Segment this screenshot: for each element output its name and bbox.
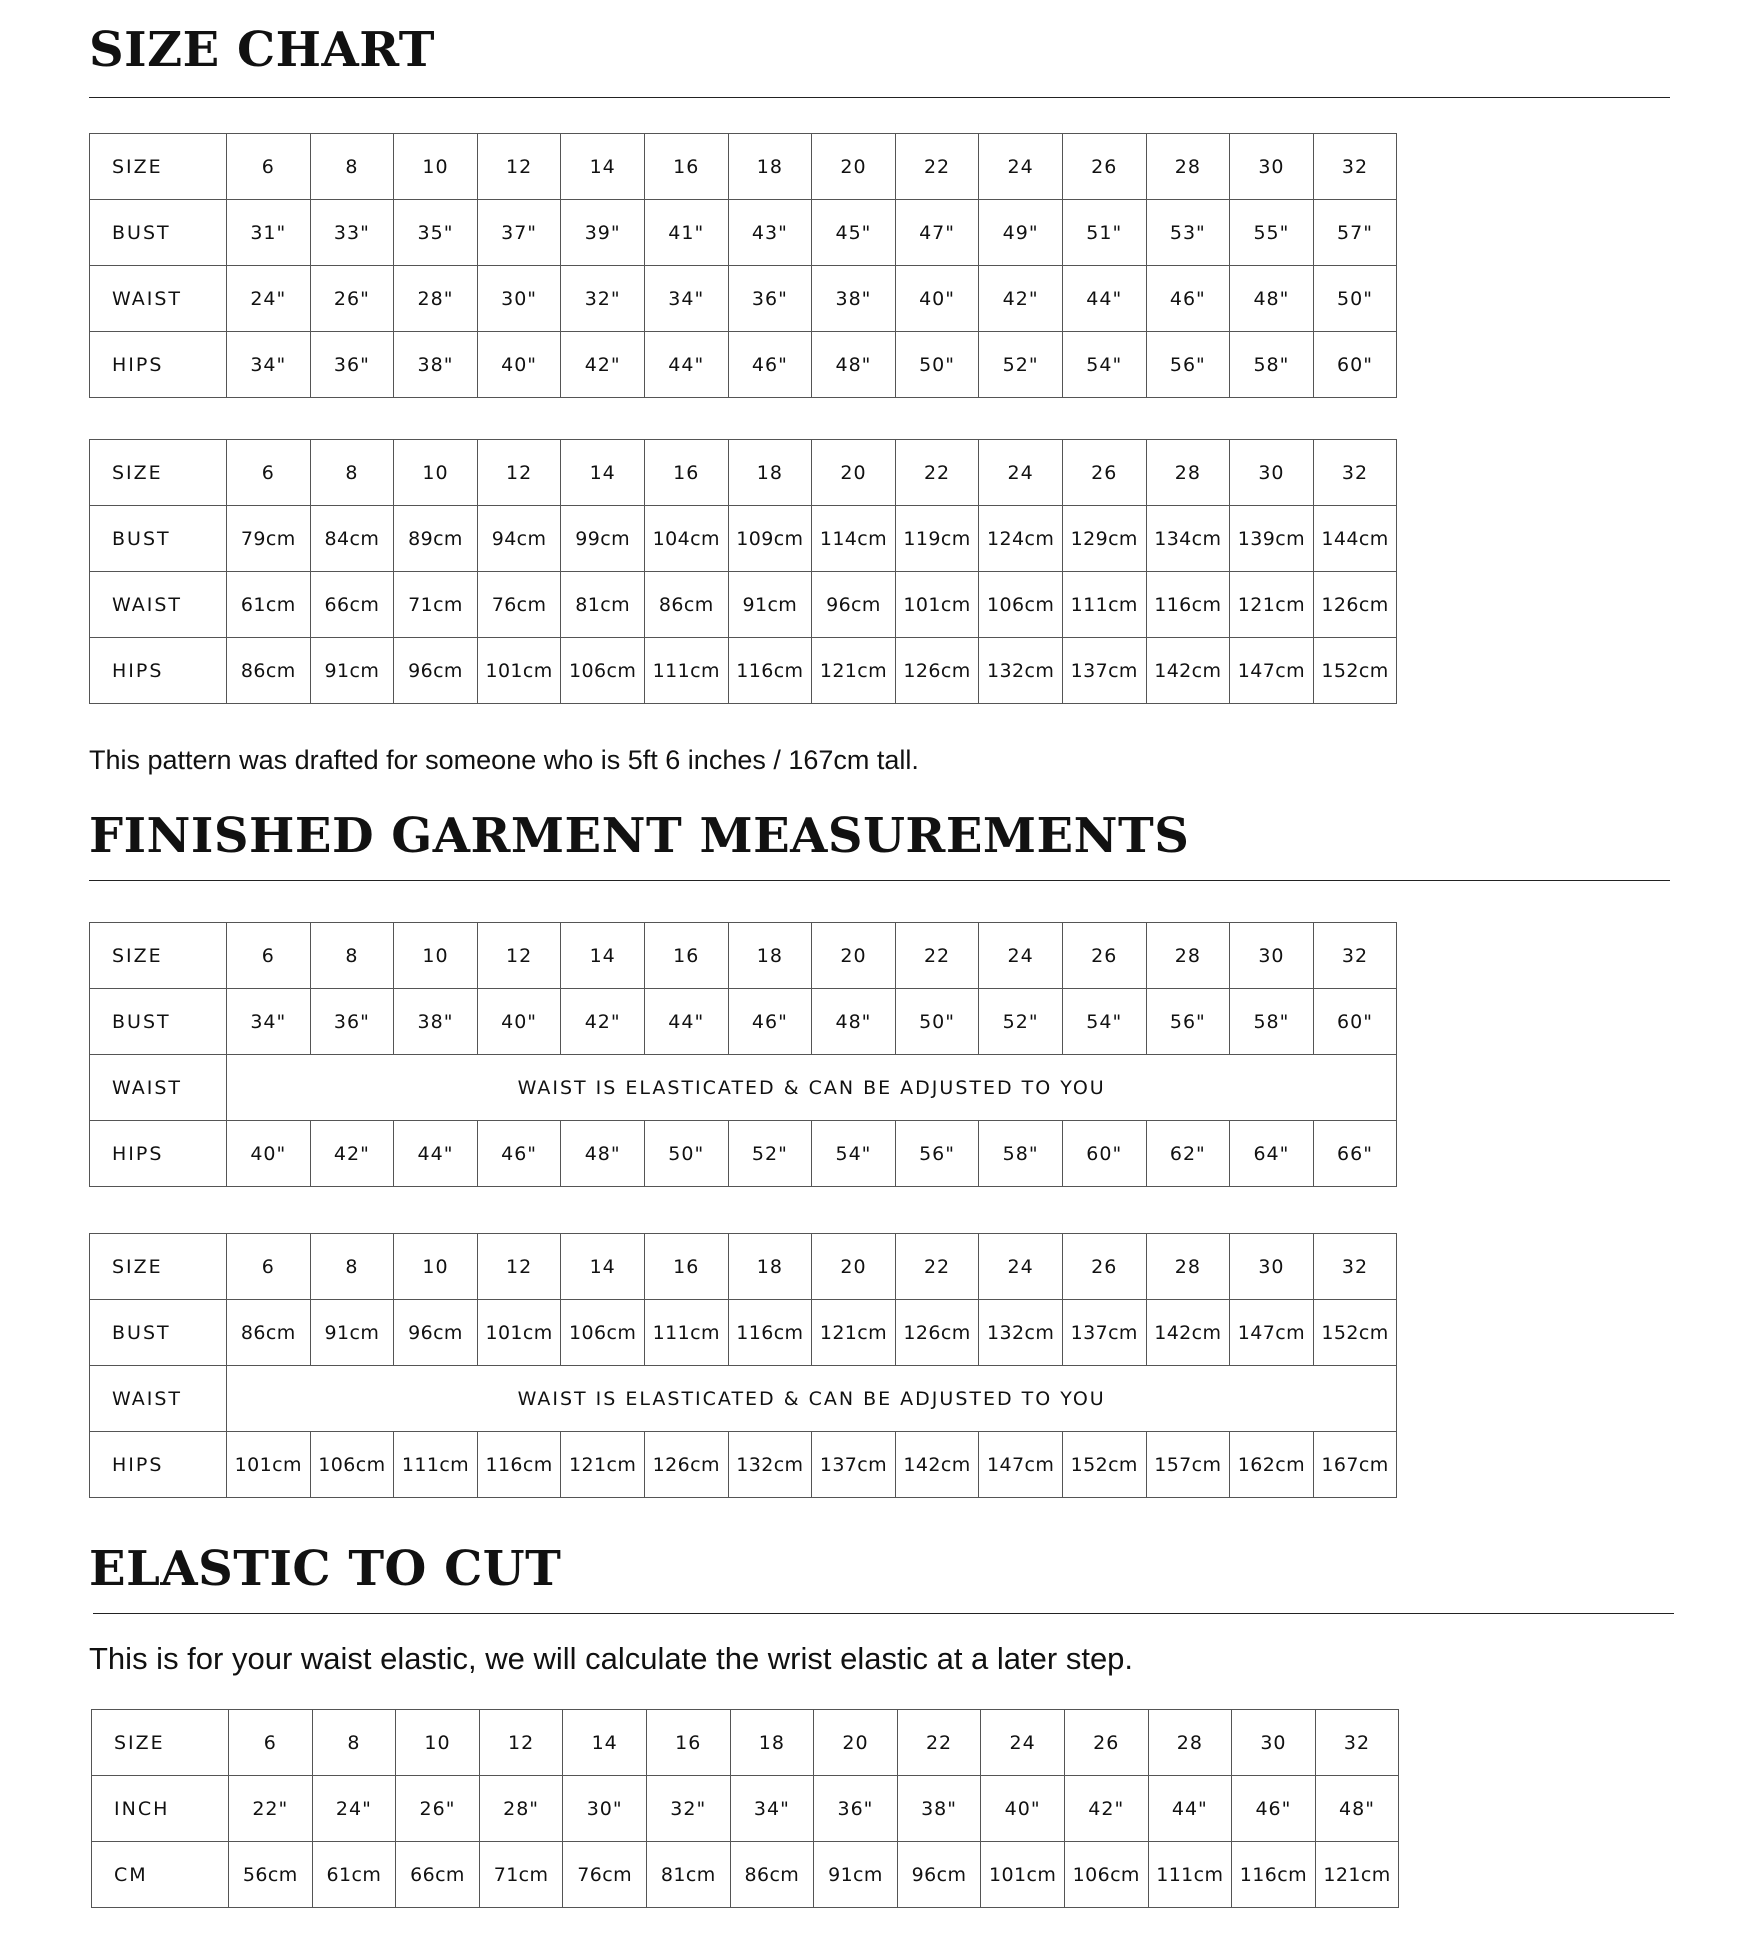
table-cell: 33" xyxy=(310,200,394,266)
table-cell: 10 xyxy=(394,1234,478,1300)
table-cell: 137cm xyxy=(812,1432,896,1498)
table-cell: 57" xyxy=(1313,200,1397,266)
table-cell: 14 xyxy=(563,1710,647,1776)
table-cell: 16 xyxy=(644,440,728,506)
table-cell: 37" xyxy=(477,200,561,266)
size-header-row xyxy=(90,1234,1397,1300)
table-cell: 86cm xyxy=(644,572,728,638)
table-cell: 44" xyxy=(1062,266,1146,332)
table-cell: 30 xyxy=(1230,1234,1314,1300)
table-cell: 34" xyxy=(227,332,311,398)
table-cell: 36" xyxy=(728,266,812,332)
table-cell: 111cm xyxy=(1148,1842,1232,1908)
bust-row xyxy=(90,506,1397,572)
row-label: BUST xyxy=(90,200,227,266)
table-cell: 101cm xyxy=(477,1300,561,1366)
table-cell: 44" xyxy=(644,989,728,1055)
table-cell: 24 xyxy=(979,1234,1063,1300)
table-cell: 101cm xyxy=(981,1842,1065,1908)
table-cell: 116cm xyxy=(1232,1842,1316,1908)
table-cell: 86cm xyxy=(227,638,311,704)
table-cell: 6 xyxy=(227,134,311,200)
table-cell: 40" xyxy=(227,1121,311,1187)
table-cell: 147cm xyxy=(1230,638,1314,704)
table-cell: 86cm xyxy=(730,1842,814,1908)
row-label: BUST xyxy=(90,506,227,572)
table-cell: 46" xyxy=(1232,1776,1316,1842)
table-cell: 26 xyxy=(1062,440,1146,506)
table-cell: 28 xyxy=(1146,134,1230,200)
table-cell: 81cm xyxy=(646,1842,730,1908)
table-cell: 46" xyxy=(728,989,812,1055)
table-cell: 121cm xyxy=(812,1300,896,1366)
table-cell: 36" xyxy=(310,332,394,398)
table-cell: 106cm xyxy=(979,572,1063,638)
table-cell: 20 xyxy=(812,134,896,200)
table-cell: 54" xyxy=(1062,989,1146,1055)
table-cell: 126cm xyxy=(895,638,979,704)
size-chart-divider xyxy=(89,97,1670,98)
row-label: SIZE xyxy=(92,1710,229,1776)
row-label: WAIST xyxy=(90,572,227,638)
table-cell: 167cm xyxy=(1313,1432,1397,1498)
size-header-row xyxy=(90,440,1397,506)
table-cell: 58" xyxy=(979,1121,1063,1187)
table-cell: 32 xyxy=(1313,923,1397,989)
table-cell: 44" xyxy=(1148,1776,1232,1842)
table-cell: 46" xyxy=(728,332,812,398)
table-cell: 30 xyxy=(1230,923,1314,989)
table-cell: 26 xyxy=(1064,1710,1148,1776)
table-cell: 71cm xyxy=(479,1842,563,1908)
finished-cm-table xyxy=(89,1233,1397,1498)
table-cell: 54" xyxy=(1062,332,1146,398)
table-cell: 44" xyxy=(394,1121,478,1187)
table-cell: 96cm xyxy=(394,1300,478,1366)
table-cell: 137cm xyxy=(1062,638,1146,704)
table-cell: 60" xyxy=(1313,989,1397,1055)
table-cell: 142cm xyxy=(1146,638,1230,704)
table-cell: 10 xyxy=(396,1710,480,1776)
table-cell: 76cm xyxy=(477,572,561,638)
hips-row xyxy=(90,1121,1397,1187)
table-cell: 134cm xyxy=(1146,506,1230,572)
table-cell: 22 xyxy=(895,134,979,200)
row-label: WAIST xyxy=(90,266,227,332)
cm-row xyxy=(92,1842,1399,1908)
table-cell: 14 xyxy=(561,440,645,506)
table-cell: 26 xyxy=(1062,134,1146,200)
table-cell: 34" xyxy=(644,266,728,332)
table-cell: 6 xyxy=(227,1234,311,1300)
table-cell: 116cm xyxy=(1146,572,1230,638)
table-cell: 142cm xyxy=(895,1432,979,1498)
table-cell: 16 xyxy=(646,1710,730,1776)
table-cell: 111cm xyxy=(1062,572,1146,638)
table-cell: 32" xyxy=(646,1776,730,1842)
table-cell: 24 xyxy=(979,923,1063,989)
elastic-divider xyxy=(93,1613,1674,1614)
table-cell: 114cm xyxy=(812,506,896,572)
table-cell: 62" xyxy=(1146,1121,1230,1187)
waist-elastic-note: WAIST IS ELASTICATED & CAN BE ADJUSTED TO YOU xyxy=(227,1055,1397,1121)
row-label: WAIST xyxy=(90,1055,227,1121)
finished-garment-title: FINISHED GARMENT MEASUREMENTS xyxy=(89,808,1190,864)
table-cell: 111cm xyxy=(644,638,728,704)
table-cell: 71cm xyxy=(394,572,478,638)
row-label: BUST xyxy=(90,1300,227,1366)
table-cell: 20 xyxy=(812,440,896,506)
table-cell: 32 xyxy=(1315,1710,1399,1776)
table-cell: 38" xyxy=(394,332,478,398)
table-cell: 43" xyxy=(728,200,812,266)
table-cell: 119cm xyxy=(895,506,979,572)
table-cell: 139cm xyxy=(1230,506,1314,572)
hips-row xyxy=(90,332,1397,398)
size-header-row xyxy=(90,134,1397,200)
table-cell: 35" xyxy=(394,200,478,266)
table-cell: 76cm xyxy=(563,1842,647,1908)
table-cell: 48" xyxy=(1315,1776,1399,1842)
table-cell: 56" xyxy=(895,1121,979,1187)
row-label: HIPS xyxy=(90,332,227,398)
table-cell: 8 xyxy=(310,1234,394,1300)
hips-row xyxy=(90,638,1397,704)
table-cell: 84cm xyxy=(310,506,394,572)
table-cell: 54" xyxy=(812,1121,896,1187)
table-cell: 6 xyxy=(227,923,311,989)
table-cell: 91cm xyxy=(728,572,812,638)
finished-inch-table xyxy=(89,922,1397,1187)
table-cell: 30 xyxy=(1230,134,1314,200)
table-cell: 91cm xyxy=(310,1300,394,1366)
table-cell: 18 xyxy=(730,1710,814,1776)
table-cell: 49" xyxy=(979,200,1063,266)
table-cell: 157cm xyxy=(1146,1432,1230,1498)
table-cell: 55" xyxy=(1230,200,1314,266)
table-cell: 48" xyxy=(561,1121,645,1187)
table-cell: 10 xyxy=(394,440,478,506)
table-cell: 121cm xyxy=(1315,1842,1399,1908)
table-cell: 104cm xyxy=(644,506,728,572)
table-cell: 30" xyxy=(563,1776,647,1842)
table-cell: 50" xyxy=(644,1121,728,1187)
table-cell: 32 xyxy=(1313,440,1397,506)
table-cell: 31" xyxy=(227,200,311,266)
table-cell: 116cm xyxy=(477,1432,561,1498)
table-cell: 106cm xyxy=(561,638,645,704)
table-cell: 16 xyxy=(644,134,728,200)
table-cell: 137cm xyxy=(1062,1300,1146,1366)
row-label: SIZE xyxy=(90,440,227,506)
table-cell: 152cm xyxy=(1062,1432,1146,1498)
table-cell: 58" xyxy=(1230,989,1314,1055)
table-cell: 39" xyxy=(561,200,645,266)
table-cell: 121cm xyxy=(1230,572,1314,638)
bust-row xyxy=(90,200,1397,266)
table-cell: 52" xyxy=(979,332,1063,398)
table-cell: 51" xyxy=(1062,200,1146,266)
table-cell: 41" xyxy=(644,200,728,266)
table-cell: 42" xyxy=(561,332,645,398)
table-cell: 24 xyxy=(979,440,1063,506)
table-cell: 34" xyxy=(227,989,311,1055)
table-cell: 28 xyxy=(1146,923,1230,989)
table-cell: 10 xyxy=(394,134,478,200)
table-cell: 66cm xyxy=(310,572,394,638)
table-cell: 126cm xyxy=(895,1300,979,1366)
finished-garment-divider xyxy=(89,880,1670,881)
table-cell: 142cm xyxy=(1146,1300,1230,1366)
table-cell: 8 xyxy=(312,1710,396,1776)
table-cell: 47" xyxy=(895,200,979,266)
table-cell: 26" xyxy=(310,266,394,332)
table-cell: 147cm xyxy=(979,1432,1063,1498)
elastic-title: ELASTIC TO CUT xyxy=(89,1541,562,1597)
size-header-row xyxy=(90,923,1397,989)
table-cell: 126cm xyxy=(644,1432,728,1498)
row-label: INCH xyxy=(92,1776,229,1842)
table-cell: 56" xyxy=(1146,332,1230,398)
table-cell: 26 xyxy=(1062,923,1146,989)
table-cell: 40" xyxy=(477,989,561,1055)
waist-row xyxy=(90,266,1397,332)
table-cell: 36" xyxy=(310,989,394,1055)
table-cell: 64" xyxy=(1230,1121,1314,1187)
table-cell: 38" xyxy=(897,1776,981,1842)
table-cell: 96cm xyxy=(812,572,896,638)
table-cell: 38" xyxy=(394,989,478,1055)
table-cell: 152cm xyxy=(1313,638,1397,704)
table-cell: 60" xyxy=(1313,332,1397,398)
table-cell: 50" xyxy=(895,989,979,1055)
row-label: HIPS xyxy=(90,1432,227,1498)
table-cell: 28 xyxy=(1146,1234,1230,1300)
table-cell: 32" xyxy=(561,266,645,332)
waist-elastic-note: WAIST IS ELASTICATED & CAN BE ADJUSTED TO YOU xyxy=(227,1366,1397,1432)
table-cell: 96cm xyxy=(394,638,478,704)
table-cell: 99cm xyxy=(561,506,645,572)
table-cell: 12 xyxy=(479,1710,563,1776)
table-cell: 28" xyxy=(479,1776,563,1842)
table-cell: 89cm xyxy=(394,506,478,572)
table-cell: 116cm xyxy=(728,1300,812,1366)
row-label: SIZE xyxy=(90,134,227,200)
row-label: WAIST xyxy=(90,1366,227,1432)
waist-row xyxy=(90,1366,1397,1432)
bust-row xyxy=(90,989,1397,1055)
table-cell: 30" xyxy=(477,266,561,332)
table-cell: 101cm xyxy=(895,572,979,638)
size-header-row xyxy=(92,1710,1399,1776)
table-cell: 8 xyxy=(310,440,394,506)
table-cell: 45" xyxy=(812,200,896,266)
table-cell: 132cm xyxy=(728,1432,812,1498)
hips-row xyxy=(90,1432,1397,1498)
table-cell: 24" xyxy=(227,266,311,332)
table-cell: 66" xyxy=(1313,1121,1397,1187)
table-cell: 24" xyxy=(312,1776,396,1842)
table-cell: 42" xyxy=(979,266,1063,332)
table-cell: 14 xyxy=(561,134,645,200)
table-cell: 14 xyxy=(561,1234,645,1300)
table-cell: 16 xyxy=(644,1234,728,1300)
table-cell: 10 xyxy=(394,923,478,989)
table-cell: 53" xyxy=(1146,200,1230,266)
table-cell: 124cm xyxy=(979,506,1063,572)
table-cell: 48" xyxy=(1230,266,1314,332)
table-cell: 61cm xyxy=(312,1842,396,1908)
table-cell: 38" xyxy=(812,266,896,332)
table-cell: 66cm xyxy=(396,1842,480,1908)
table-cell: 111cm xyxy=(394,1432,478,1498)
table-cell: 106cm xyxy=(1064,1842,1148,1908)
waist-row xyxy=(90,1055,1397,1121)
table-cell: 56" xyxy=(1146,989,1230,1055)
table-cell: 20 xyxy=(814,1710,898,1776)
row-label: BUST xyxy=(90,989,227,1055)
bust-row xyxy=(90,1300,1397,1366)
table-cell: 18 xyxy=(728,134,812,200)
table-cell: 101cm xyxy=(227,1432,311,1498)
table-cell: 18 xyxy=(728,440,812,506)
height-note: This pattern was drafted for someone who is 5ft 6 inches / 167cm tall. xyxy=(89,745,919,775)
table-cell: 22 xyxy=(895,923,979,989)
table-cell: 91cm xyxy=(814,1842,898,1908)
table-cell: 79cm xyxy=(227,506,311,572)
row-label: HIPS xyxy=(90,638,227,704)
table-cell: 129cm xyxy=(1062,506,1146,572)
table-cell: 22 xyxy=(897,1710,981,1776)
table-cell: 50" xyxy=(895,332,979,398)
table-cell: 121cm xyxy=(812,638,896,704)
table-cell: 12 xyxy=(477,440,561,506)
table-cell: 58" xyxy=(1230,332,1314,398)
table-cell: 40" xyxy=(981,1776,1065,1842)
table-cell: 28 xyxy=(1148,1710,1232,1776)
table-cell: 12 xyxy=(477,134,561,200)
size-chart-title: SIZE CHART xyxy=(89,22,436,78)
table-cell: 86cm xyxy=(227,1300,311,1366)
row-label: SIZE xyxy=(90,1234,227,1300)
table-cell: 61cm xyxy=(227,572,311,638)
table-cell: 81cm xyxy=(561,572,645,638)
table-cell: 22 xyxy=(895,1234,979,1300)
table-cell: 48" xyxy=(812,332,896,398)
table-cell: 106cm xyxy=(561,1300,645,1366)
table-cell: 132cm xyxy=(979,1300,1063,1366)
table-cell: 46" xyxy=(477,1121,561,1187)
table-cell: 26 xyxy=(1062,1234,1146,1300)
table-cell: 24 xyxy=(979,134,1063,200)
table-cell: 12 xyxy=(477,923,561,989)
table-cell: 42" xyxy=(561,989,645,1055)
table-cell: 12 xyxy=(477,1234,561,1300)
table-cell: 30 xyxy=(1232,1710,1316,1776)
table-cell: 16 xyxy=(644,923,728,989)
row-label: CM xyxy=(92,1842,229,1908)
table-cell: 147cm xyxy=(1230,1300,1314,1366)
waist-row xyxy=(90,572,1397,638)
table-cell: 32 xyxy=(1313,1234,1397,1300)
table-cell: 56cm xyxy=(229,1842,313,1908)
table-cell: 52" xyxy=(979,989,1063,1055)
table-cell: 14 xyxy=(561,923,645,989)
table-cell: 52" xyxy=(728,1121,812,1187)
table-cell: 6 xyxy=(227,440,311,506)
table-cell: 34" xyxy=(730,1776,814,1842)
table-cell: 22" xyxy=(229,1776,313,1842)
table-cell: 44" xyxy=(644,332,728,398)
table-cell: 152cm xyxy=(1313,1300,1397,1366)
table-cell: 101cm xyxy=(477,638,561,704)
table-cell: 20 xyxy=(812,1234,896,1300)
table-cell: 106cm xyxy=(310,1432,394,1498)
table-cell: 132cm xyxy=(979,638,1063,704)
table-cell: 18 xyxy=(728,1234,812,1300)
row-label: SIZE xyxy=(90,923,227,989)
table-cell: 24 xyxy=(981,1710,1065,1776)
size-chart-inch-table xyxy=(89,133,1397,398)
table-cell: 28" xyxy=(394,266,478,332)
table-cell: 60" xyxy=(1062,1121,1146,1187)
table-cell: 40" xyxy=(895,266,979,332)
table-cell: 32 xyxy=(1313,134,1397,200)
table-cell: 116cm xyxy=(728,638,812,704)
table-cell: 42" xyxy=(310,1121,394,1187)
table-cell: 8 xyxy=(310,134,394,200)
table-cell: 91cm xyxy=(310,638,394,704)
size-chart-cm-table xyxy=(89,439,1397,704)
table-cell: 144cm xyxy=(1313,506,1397,572)
table-cell: 18 xyxy=(728,923,812,989)
table-cell: 30 xyxy=(1230,440,1314,506)
table-cell: 111cm xyxy=(644,1300,728,1366)
table-cell: 121cm xyxy=(561,1432,645,1498)
table-cell: 40" xyxy=(477,332,561,398)
table-cell: 48" xyxy=(812,989,896,1055)
table-cell: 42" xyxy=(1064,1776,1148,1842)
table-cell: 94cm xyxy=(477,506,561,572)
elastic-note: This is for your waist elastic, we will calculate the wrist elastic at a later step. xyxy=(89,1641,1134,1676)
table-cell: 50" xyxy=(1313,266,1397,332)
table-cell: 96cm xyxy=(897,1842,981,1908)
table-cell: 26" xyxy=(396,1776,480,1842)
table-cell: 109cm xyxy=(728,506,812,572)
table-cell: 36" xyxy=(814,1776,898,1842)
elastic-table xyxy=(91,1709,1399,1908)
table-cell: 162cm xyxy=(1230,1432,1314,1498)
inch-row xyxy=(92,1776,1399,1842)
table-cell: 46" xyxy=(1146,266,1230,332)
table-cell: 22 xyxy=(895,440,979,506)
row-label: HIPS xyxy=(90,1121,227,1187)
table-cell: 6 xyxy=(229,1710,313,1776)
table-cell: 20 xyxy=(812,923,896,989)
table-cell: 126cm xyxy=(1313,572,1397,638)
table-cell: 28 xyxy=(1146,440,1230,506)
table-cell: 8 xyxy=(310,923,394,989)
